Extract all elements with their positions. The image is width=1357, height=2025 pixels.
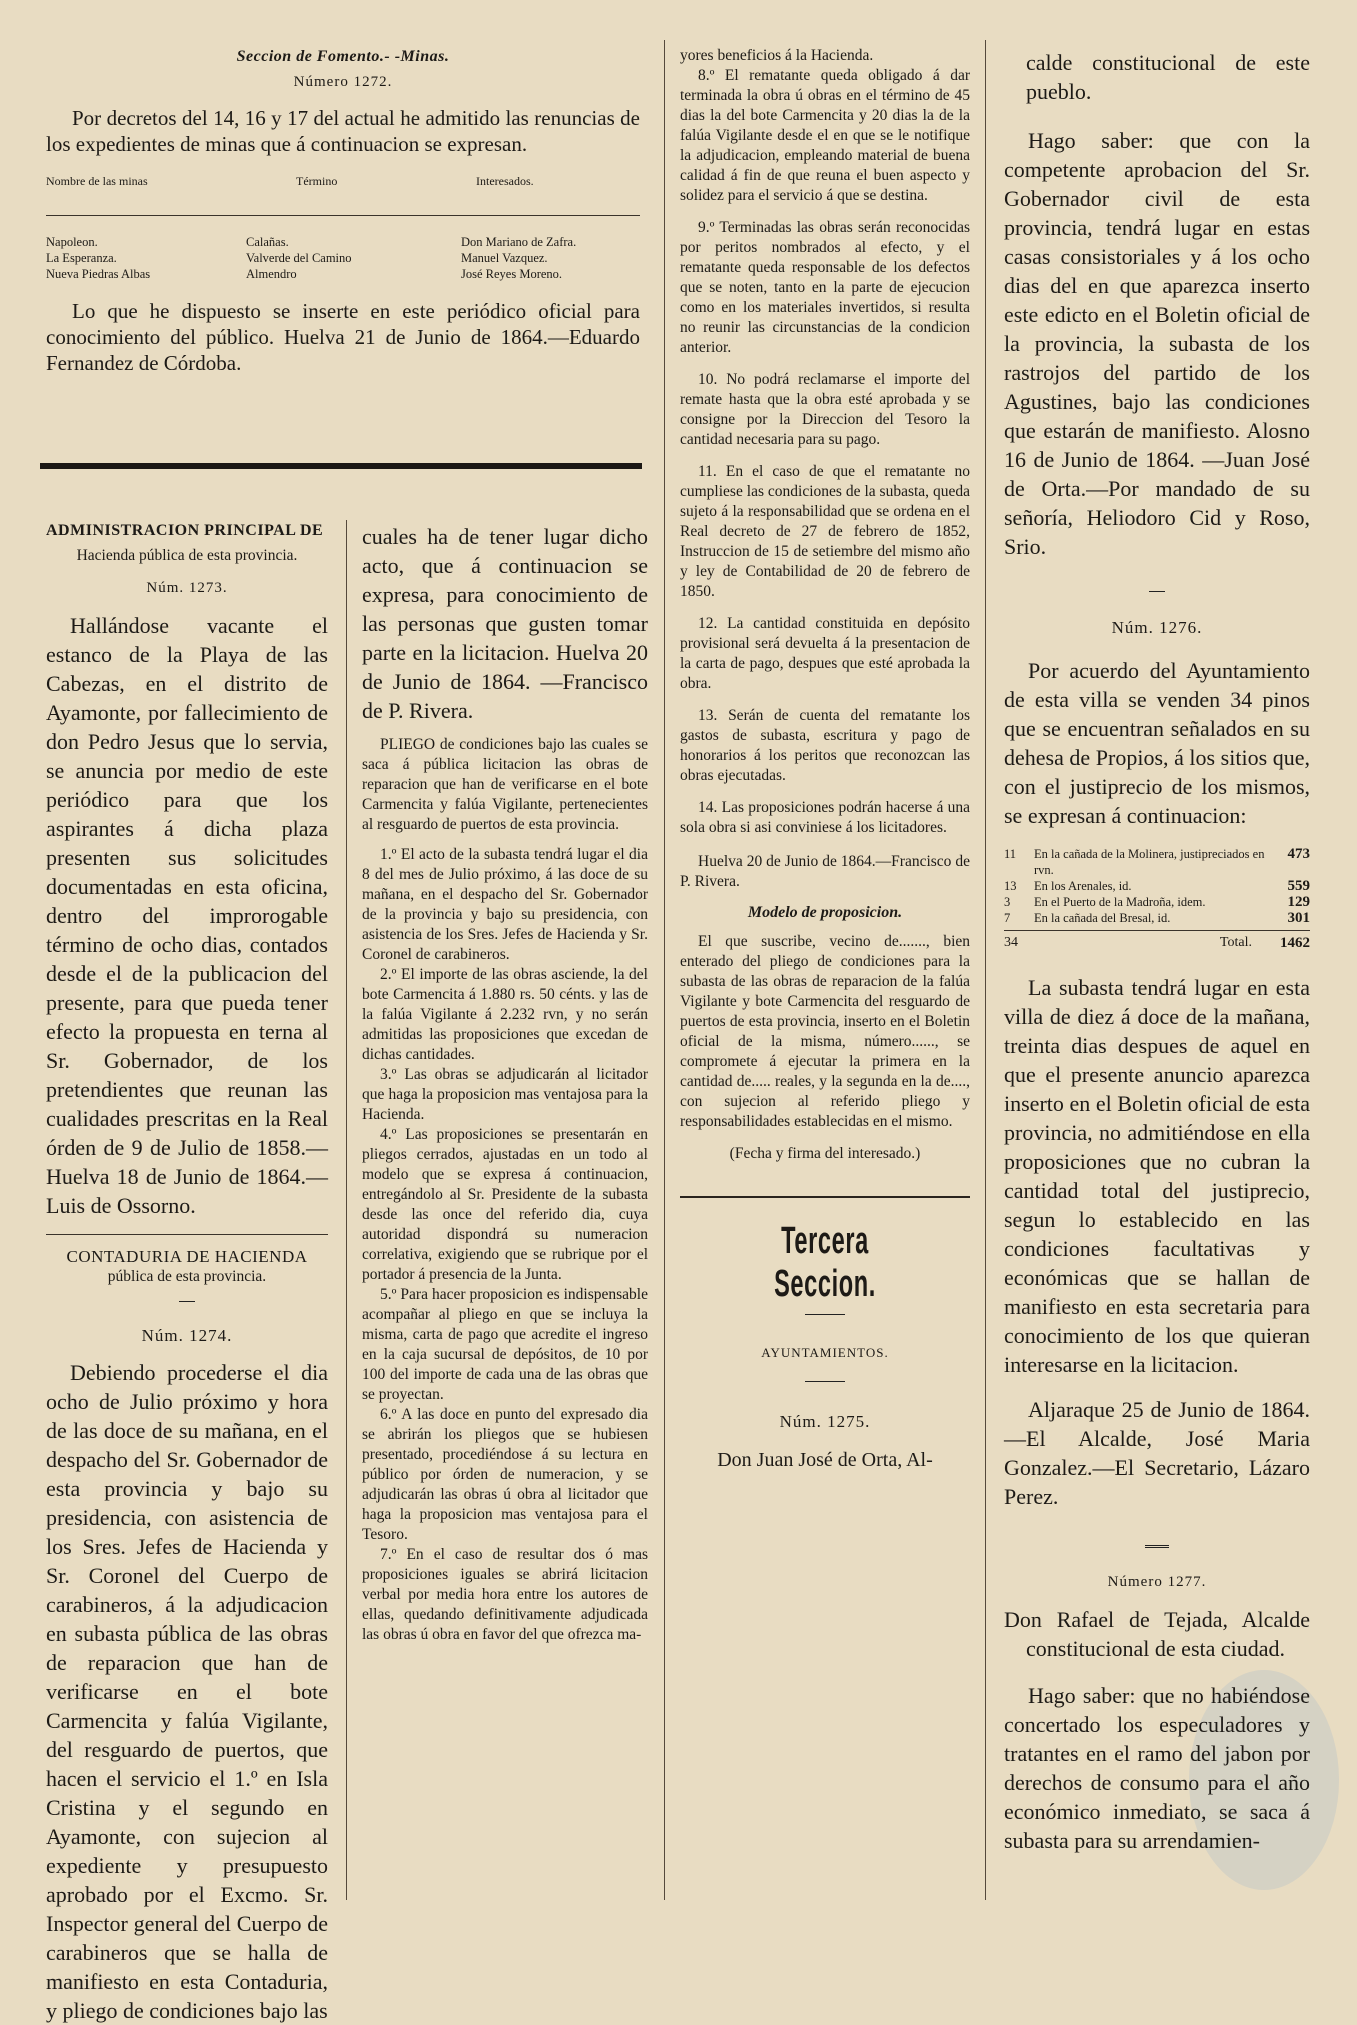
condition-10: 10. No podrá reclamarse el importe del remate hasta que la obra esté aprobada y se consigne por la Direccion del Tesoro la cantidad necesaria para su pago.: [680, 371, 970, 448]
notice-number-1275: Núm. 1275.: [779, 1412, 871, 1431]
dash: [805, 1314, 845, 1315]
contaduria-heading: CONTADURIA DE HACIENDA: [66, 1247, 308, 1266]
pinos-total-amount: 1462: [1280, 935, 1310, 951]
modelo-text: El que suscribe, vecino de......., bien enterado del pliego de condiciones para la subasta de las obras de reparacion de la falúa Vigilante y bote Carmencita del resguardo de puertos de esta provincia, inserto en el Boletin oficial de la misma, número......, se compromete á ejecutar la primera en la cantidad de..... reales, y la segunda en la de...., con sujecion al referido pliego y responsabilidades establecidas en el mismo.: [680, 933, 970, 1130]
divider: [680, 1196, 970, 1198]
condition-5: 5.º Para hacer proposicion es indispensable acompañar al pliego en que se incluya la misma, carta de pago que acredite el ingreso en la caja sucursal de depósitos, de 10 por 100 del importe de cada una de las obras que se proyectan.: [362, 1286, 648, 1403]
condition-8: 8.º El rematante queda obligado á dar terminada la obra ú obras en el término de 45 dias la del bote Carmencita y 20 dias la de la falúa Vigilante desde el en que se le notifique la adjudicacion, empleando material de buena calidad á fin de que reuna el buen aspecto y solidez para el servicio á que se destina.: [680, 67, 970, 204]
table-cell: Napoleon.: [46, 235, 98, 249]
column-3: [680, 46, 970, 1475]
notice-1275-body: Hago saber: que con la competente aprobacion del Sr. Gobernador civil de esta provincia, tendrá lugar en estas casas consistoriales y á los ocho dias del en que aparezca inserto este edicto en el Boletin oficial de la provincia, la subasta de los rastrojos del partido de los Agustines, bajo las condiciones que estarán de manifiesto. Alosno 16 de Junio de 1864. —Juan José de Orta.—Por mandado de su señoría, Heliodoro Cid y Roso, Srio.: [1004, 128, 1310, 559]
dash: [1149, 591, 1165, 592]
notice-1276-signature: Aljaraque 25 de Junio de 1864.—El Alcalde, José Maria Gonzalez.—El Secretario, Lázaro Perez.: [1004, 1397, 1310, 1509]
column-rule: [346, 520, 347, 1900]
table-divider: [46, 215, 640, 216]
pinos-place: En la cañada de la Molinera, justipreciados en rvn.: [1034, 847, 1265, 877]
condition-4: 4.º Las proposiciones se presentarán en pliegos cerrados, ajustadas en un todo al modelo que se expresa á continuacion, entregándolo al Sr. Presidente de la subasta desde las once del referido dia, cuya autoridad dispondrá su numeracion correlativa, exigiendo que se rubrique por el portador á presencia de la Junta.: [362, 1126, 648, 1283]
pinos-amount: 301: [1287, 910, 1310, 926]
table-cell: Don Mariano de Zafra.: [461, 235, 577, 249]
col-header-name: Nombre de las minas: [46, 174, 148, 188]
table-cell: José Reyes Moreno.: [461, 267, 563, 281]
pliego-signature: Huelva 20 de Junio de 1864.—Francisco de P. Rivera.: [680, 853, 970, 890]
notice-1275-continuation: calde constitucional de este pueblo.: [1026, 50, 1310, 104]
pinos-total-row: [1004, 935, 1310, 951]
admin-number: Núm. 1273.: [146, 580, 228, 596]
mines-table: [46, 234, 640, 282]
notice-number-1277: Número 1277.: [1107, 1574, 1207, 1590]
condition-7: 7.º En el caso de resultar dos ó mas proposiciones iguales se abrirá licitacion verbal por media hora entre los autores de ellas, quedando definitivamente adjudicada las obras ú obra en favor del que ofrezca ma-: [362, 1546, 648, 1643]
notice-number: Número 1272.: [293, 74, 393, 90]
pinos-total-label: Total.: [1219, 935, 1252, 950]
condition-14: 14. Las proposiciones podrán hacerse á una sola obra si asi conviniese á los licitadores.: [680, 799, 970, 836]
pinos-place: En la cañada del Bresal, id.: [1034, 911, 1171, 925]
contaduria-body: Debiendo procederse el dia ocho de Julio próximo y hora de las doce de su mañana, en el despacho del Sr. Gobernador de esta provincia y bajo su presidencia, con asistencia de los Sres. Jefes de Hacienda y Sr. Coronel del Cuerpo de carabineros, á la adjudicacion en subasta pública de las obras de reparacion que han de verificarse en el bote Carmencita y falúa Vigilante, del resguardo de puertos, que hacen el servicio el 1.º en Isla Cristina y el segundo en Ayamonte, con sujecion al expediente y presupuesto aprobado por el Excmo. Sr. Inspector general del Cuerpo de carabineros que se halla de manifiesto en esta Contaduria, y pliego de condiciones bajo las: [46, 1360, 328, 2023]
column-2: [362, 522, 648, 1645]
pinos-table: [1004, 846, 1310, 951]
modelo-signature-note: (Fecha y firma del interesado.): [729, 1145, 921, 1162]
dash: [805, 1381, 845, 1382]
notice-1276-subasta: La subasta tendrá lugar en esta villa de diez á doce de la mañana, treinta dias despues de aquel en que el presente anuncio aparezca inserto en el Boletin oficial de esta provincia, no admitiéndose en ella proposiciones que no cubran la cantidad total del justiprecio, segun lo establecido en las condiciones facultativas y económicas que se hallan de manifiesto en esta secretaria para conocimiento de los que quieran interesarse en la licitacion.: [1004, 975, 1310, 1377]
notice-intro: Por decretos del 14, 16 y 17 del actual he admitido las renuncias de los expedientes de minas que á continuacion se expresan.: [46, 106, 640, 156]
ayuntamientos-heading: AYUNTAMIENTOS.: [761, 1345, 889, 1360]
dash: [1145, 1545, 1169, 1548]
table-cell: Nueva Piedras Albas: [46, 267, 151, 281]
contaduria-subheading: pública de esta provincia.: [107, 1268, 267, 1285]
pinos-total-count: 34: [1004, 935, 1018, 950]
table-cell: La Esperanza.: [46, 251, 117, 265]
table-cell: Valverde del Camino: [246, 251, 352, 265]
table-row: [1004, 878, 1310, 894]
pinos-count: 3: [1004, 895, 1011, 909]
table-cell: Manuel Vazquez.: [461, 251, 548, 265]
pinos-count: 11: [1004, 847, 1017, 861]
column-rule: [985, 40, 986, 1900]
col-header-people: Interesados.: [476, 174, 534, 188]
notice-number-1276: Núm. 1276.: [1111, 618, 1203, 637]
condition-11: 11. En el caso de que el rematante no cumpliese las condiciones de la subasta, queda sujeto á la responsabilidad que se ordena en el Real decreto de 27 de febrero de 1852, Instruccion de 15 de setiembre del mismo año y ley de Contabilidad de 20 de febrero de 1850.: [680, 463, 970, 600]
table-cell: Calañas.: [246, 235, 289, 249]
notice-1275-start: Don Juan José de Orta, Al-: [717, 1449, 933, 1471]
mines-table-header: [46, 173, 640, 189]
pliego-intro: PLIEGO de condiciones bajo las cuales se saca á pública licitacion las obras de reparacion que han de verificarse en el bote Carmencita y falúa Vigilante, pertenecientes al resguardo de puertos de esta provincia.: [362, 736, 648, 833]
modelo-heading: Modelo de proposicion.: [747, 904, 903, 921]
divider: [46, 1234, 328, 1235]
condition-6: 6.º A las doce en punto del expresado dia se abrirán los pliegos que se hubiesen presentado, procediéndose á su lectura en público por órden de numeracion, y se adjudicarán las obras ú obra al licitador que haga la proposicion mas ventajosa para el Tesoro.: [362, 1406, 648, 1543]
condition-3: 3.º Las obras se adjudicarán al licitador que haga la proposicion mas ventajosa para la Hacienda.: [362, 1066, 648, 1123]
table-row: [1004, 846, 1310, 878]
condition-2: 2.º El importe de las obras asciende, la del bote Carmencita á 1.880 rs. 50 cénts. y las de la falúa Vigilante á 2.232 rvn, y no serán admitidas las proposiciones que excedan de dichas cantidades.: [362, 966, 648, 1063]
admin-heading: ADMINISTRACION PRINCIPAL DE: [46, 522, 324, 539]
column-rule: [664, 40, 665, 1900]
table-row: [1004, 894, 1310, 910]
pinos-amount: 129: [1287, 894, 1310, 910]
admin-body: Hallándose vacante el estanco de la Playa de las Cabezas, en el distrito de Ayamonte, por fallecimiento de don Pedro Jesus que lo servia, se anuncia por medio de este periódico para que los aspirantes á dicha plaza presenten sus solicitudes documentadas en esta oficina, dentro del improrogable término de ocho dias, contados desde el de la publicacion del presente, para que pueda tener efecto la propuesta en terna al Sr. Gobernador, de los pretendientes que reunan las cualidades prescritas en la Real órden de 9 de Julio de 1858.—Huelva 18 de Junio de 1864.—Luis de Ossorno.: [46, 613, 328, 1218]
condition-7-continuation: yores beneficios á la Hacienda.: [680, 47, 874, 64]
column-1: [46, 522, 328, 2025]
contaduria-number: Núm. 1274.: [141, 1326, 233, 1345]
admin-subheading: Hacienda pública de esta provincia.: [76, 547, 298, 564]
fomento-section: [46, 48, 640, 376]
notice-1277-body: Hago saber: que no habiéndose concertado los especuladores y tratantes en el ramo del jabon por derechos de consumo para el año económico inmediato, se saca á subasta para su arrendamien-: [1004, 1683, 1310, 1853]
notice-closing: Lo que he dispuesto se inserte en este periódico oficial para conocimiento del público. Huelva 21 de Junio de 1864.—Eduardo Fernandez de Córdoba.: [46, 299, 640, 375]
pinos-amount: 473: [1287, 846, 1310, 862]
pinos-count: 13: [1004, 879, 1017, 893]
section-heading: Seccion de Fomento.- -Minas.: [236, 48, 450, 65]
section-divider-rule: [40, 463, 642, 469]
pinos-amount: 559: [1287, 878, 1310, 894]
condition-9: 9.º Terminadas las obras serán reconocidas por peritos nombrados al efecto, y el rematante queda responsable de los defectos que se noten, tanto en la parte de ejecucion como en los materiales invertidos, si resulta no reunir las circunstancias de la condicion anterior.: [680, 219, 970, 356]
column-4: [1004, 48, 1310, 1855]
pinos-count: 7: [1004, 911, 1011, 925]
condition-1: 1.º El acto de la subasta tendrá lugar el dia 8 del mes de Julio próximo, á las doce de su mañana, en el despacho del Sr. Gobernador de la provincia y bajo su presidencia, con asistencia de los Sres. Jefes de Hacienda y Sr. Coronel de carabineros.: [362, 846, 648, 963]
condition-13: 13. Serán de cuenta del rematante los gastos de subasta, escritura y pago de honorarios á los peritos que reconozcan las obras ejecutadas.: [680, 707, 970, 784]
tercera-seccion-title: Tercera Seccion.: [774, 1220, 876, 1305]
notice-1277-heading: Don Rafael de Tejada, Alcalde constitucional de esta ciudad.: [1004, 1607, 1310, 1661]
condition-12: 12. La cantidad constituida en depósito provisional será devuelta á la presentacion de la carta de pago, despues que esté aprobada la obra.: [680, 615, 970, 692]
dash: [179, 1301, 195, 1302]
divider: [1004, 930, 1310, 931]
table-cell: Almendro: [246, 267, 297, 281]
col-header-term: Término: [296, 174, 338, 188]
table-row: [1004, 910, 1310, 926]
pinos-place: En el Puerto de la Madroña, idem.: [1034, 895, 1206, 909]
notice-1276-body: Por acuerdo del Ayuntamiento de esta villa se venden 34 pinos que se encuentran señalados en su dehesa de Propios, á los sitios que, con el justiprecio de los mismos, se expresan á continuacion:: [1004, 658, 1310, 828]
contaduria-continuation: cuales ha de tener lugar dicho acto, que á continuacion se expresa, para conocimiento de las personas que gusten tomar parte en la licitacion. Huelva 20 de Junio de 1864. —Francisco de P. Rivera.: [362, 524, 648, 723]
pinos-place: En los Arenales, id.: [1034, 879, 1132, 893]
